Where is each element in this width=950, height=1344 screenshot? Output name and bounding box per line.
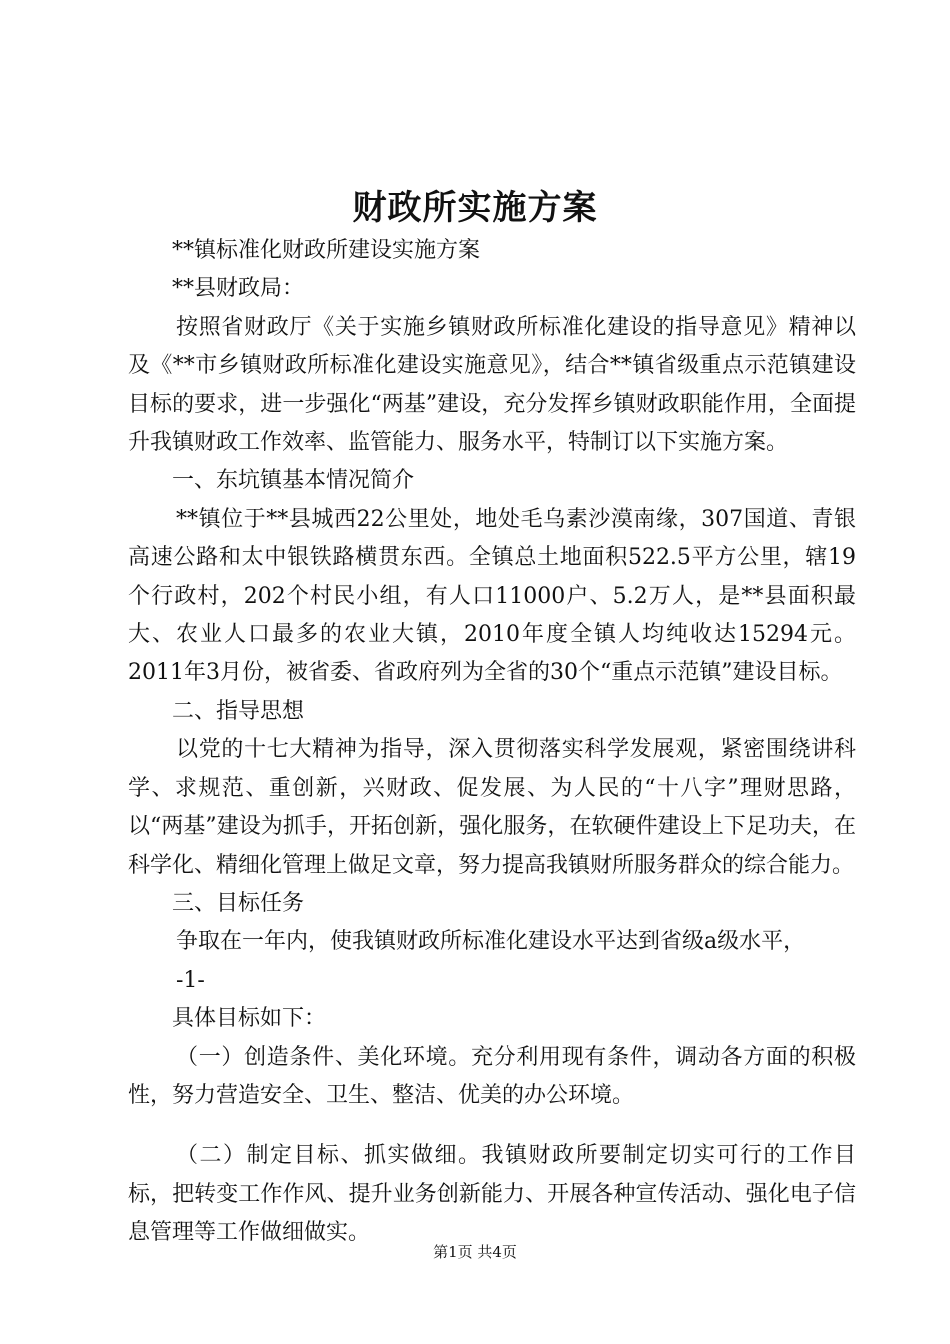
section-heading-1: 一、东坑镇基本情况简介 [172, 468, 415, 494]
inline-page-number: -1- [176, 967, 205, 993]
document-body [128, 232, 856, 1253]
paragraph-guiding-ideology: 以党的十七大精神为指导，深入贯彻落实科学发展观，紧密围绕讲科学、求规范、重创新，兴财政、促发展、为人民的“十八字”理财思路，以“两基”建设为抓手，开拓创新，强化服务，在软硬件建设上下足功夫，在科学化、精细化管理上做足文章，努力提高我镇财所服务群众的综合能力。 [128, 737, 856, 878]
section-heading-2: 二、指导思想 [172, 698, 305, 724]
paragraph-goal: 争取在一年内，使我镇财政所标准化建设水平达到省级a级水平， [176, 929, 806, 955]
section-heading-3: 三、目标任务 [172, 890, 305, 916]
paragraph-item-1: （一）创造条件、美化环境。充分利用现有条件，调动各方面的积极性，努力营造安全、卫生、整洁、优美的办公环境。 [128, 1044, 856, 1108]
paragraph-specific-goals: 具体目标如下： [172, 1006, 327, 1032]
paragraph-town-overview: **镇位于**县城西22公里处，地处毛乌素沙漠南缘，307国道、青银高速公路和太中银铁路横贯东西。全镇总土地面积522.5平方公里，辖19个行政村，202个村民小组，有人口11000户、5.2万人，是**县面积最大、农业人口最多的农业大镇，2010年度全镇人均纯收达15294元。2011年3月份，被省委、省政府列为全省的30个“重点示范镇”建设目标。 [128, 506, 856, 686]
page-footer: 第1页 共4页 [433, 1243, 517, 1261]
paragraph-gap [128, 1115, 856, 1137]
paragraph-intro: 按照省财政厅《关于实施乡镇财政所标准化建设的指导意见》精神以及《**市乡镇财政所标准化建设实施意见》，结合**镇省级重点示范镇建设目标的要求，进一步强化“两基”建设，充分发挥乡镇财政职能作用，全面提升我镇财政工作效率、监管能力、服务水平，特制订以下实施方案。 [128, 314, 856, 456]
document-title: 财政所实施方案 [352, 188, 598, 228]
paragraph-addressee: **县财政局： [172, 276, 305, 302]
paragraph-heading-plan-name: **镇标准化财政所建设实施方案 [172, 238, 481, 263]
paragraph-item-2: （二）制定目标、抓实做细。我镇财政所要制定切实可行的工作目标，把转变工作作风、提升业务创新能力、开展各种宣传活动、强化电子信息管理等工作做细做实。 [128, 1143, 856, 1246]
